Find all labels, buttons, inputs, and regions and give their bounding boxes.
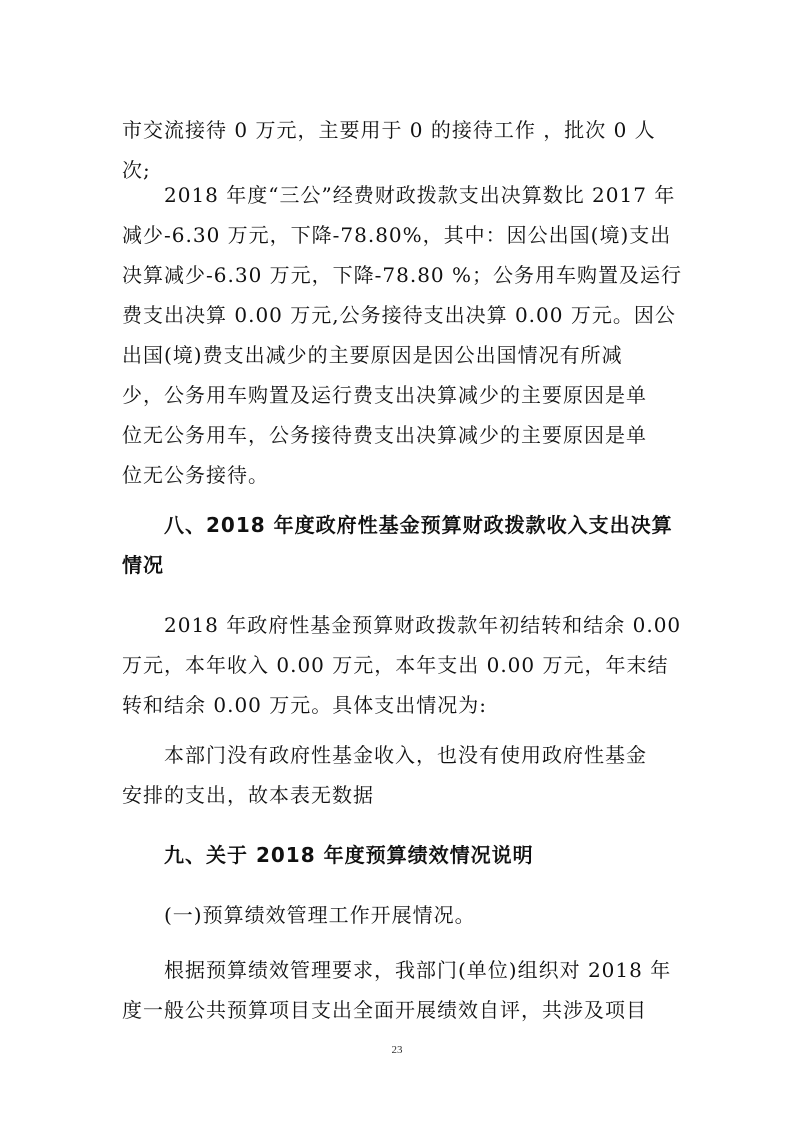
text-line: 2018 年政府性基金预算财政拨款年初结转和结余 0.00 [164,613,682,637]
page-number: 23 [391,1044,403,1056]
subsection-heading-one [122,895,682,935]
heading-line: 情况 [122,553,164,577]
heading-line: 八、2018 年度政府性基金预算财政拨款收入支出决算 [164,513,673,537]
text-line: 本部门没有政府性基金收入，也没有使用政府性基金 [164,743,647,767]
text-line: 费支出决算 0.00 万元,公务接待支出决算 0.00 万元。因公 [122,303,676,327]
paragraph-government-fund [122,605,682,725]
text-line: 减少-6.30 万元，下降-78.80%，其中：因公出国(境)支出 [122,223,672,247]
heading-line: 九、关于 2018 年度预算绩效情况说明 [164,843,534,867]
text-line: 转和结余 0.00 万元。具体支出情况为: [122,693,487,717]
text-line: 位无公务用车，公务接待费支出决算减少的主要原因是单 [122,423,647,447]
paragraph-performance-evaluation [122,950,682,1030]
paragraph-no-data [122,735,682,815]
text-line: 市交流接待 0 万元，主要用于 0 的接待工作 ，批次 0 人 [122,118,656,142]
text-line: 次; [122,158,151,182]
text-line: 位无公务接待。 [122,463,269,487]
text-line: 少，公务用车购置及运行费支出决算减少的主要原因是单 [122,383,647,407]
section-heading-nine [122,835,682,875]
section-heading-eight [122,505,682,585]
paragraph-three-public-expenses [122,175,682,495]
text-line: 2018 年度“三公”经费财政拨款支出决算数比 2017 年 [164,183,676,207]
text-line: 安排的支出，故本表无数据 [122,783,374,807]
text-line: 根据预算绩效管理要求，我部门(单位)组织对 2018 年 [164,958,672,982]
text-line: 出国(境)费支出减少的主要原因是因公出国情况有所减 [122,343,623,367]
text-line: (一)预算绩效管理工作开展情况。 [164,903,476,927]
text-line: 度一般公共预算项目支出全面开展绩效自评，共涉及项目 [122,998,647,1022]
text-line: 决算减少-6.30 万元，下降-78.80 %；公务用车购置及运行 [122,263,683,287]
text-line: 万元，本年收入 0.00 万元，本年支出 0.00 万元，年末结 [122,653,669,677]
